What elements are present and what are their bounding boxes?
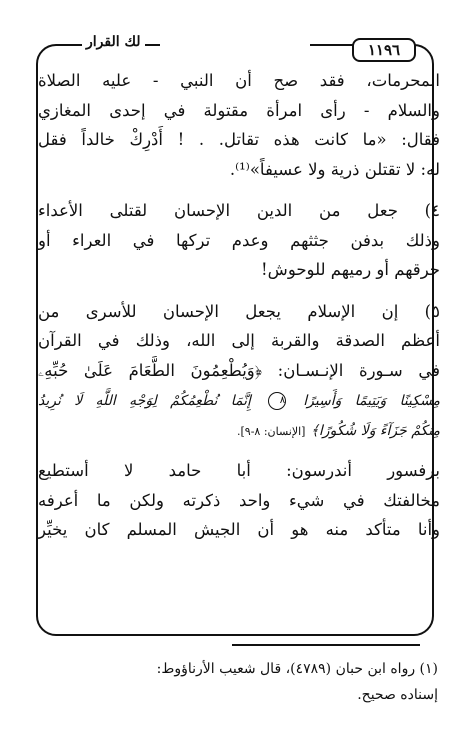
page-number: ١١٩٦	[352, 38, 416, 62]
text-line: في سـورة الإنـسـان: ﴿وَيُطْعِمُونَ الطَّعَامَ عَلَىٰ حُبِّهِۦ	[38, 360, 440, 380]
quran-verse-part: إِنَّمَا نُطْعِمُكُمْ لِوَجْهِ اللَّهِ لَا نُرِيدُ	[38, 393, 251, 409]
text-line: مخالفتك في شيء واحد ذكرته ولكن ما أعرفه	[38, 490, 440, 510]
quran-verse-line	[38, 415, 440, 445]
quran-verse-part: مِسْكِينًا وَيَتِيمًا وَأَسِيرًا	[303, 393, 440, 409]
quran-verse-line	[38, 385, 440, 415]
header-gap	[160, 36, 310, 54]
footnote-separator	[232, 644, 420, 646]
quran-verse-part: مِنكُمْ جَزَآءً وَلَا شُكُورًا﴾	[310, 422, 440, 439]
text-line: وأنا متأكد منه هو أن الجيش المسلم كان يخيِّر	[38, 520, 440, 539]
verse-reference: [الإنسان: ٨-٩].	[236, 424, 306, 438]
footnote-line: (١) رواه ابن حبان (٤٧٨٩)، قال شعيب الأرناؤوط:	[156, 661, 438, 677]
text-line: له: لا تقتلن ذرية ولا عسيفاً»⁽¹⁾.	[229, 159, 440, 179]
text-line: ٤) جعل من الدين الإحسان لقتلى الأعداء	[38, 201, 440, 220]
text-line: وذلك بدفن جثثهم وعدم تركها في العراء أو	[38, 230, 440, 250]
paragraph-gap	[38, 444, 440, 456]
verse-number-badge: ٨	[268, 392, 286, 410]
footnote-line: إسناده صحيح.	[357, 687, 438, 703]
text-line: أعظم الصدقة والقربة إلى الله، وذلك في القرآن	[38, 331, 440, 350]
paragraph-gap	[38, 184, 440, 196]
text-line: والسلام - رأى امرأة مقتولة في إحدى المغازي	[38, 100, 440, 120]
paragraph-gap	[38, 285, 440, 297]
running-header-title: لك القرار	[82, 34, 145, 50]
footnotes	[38, 656, 438, 708]
text-line: المحرمات، فقد صح أن النبي - عليه الصلاة	[38, 71, 440, 90]
main-text	[38, 66, 440, 545]
text-line: فقال: «ما كانت هذه تقاتل. . ! أَدْرِكْ خالداً فقل	[38, 130, 440, 149]
text-line: برفسور أندرسون: أبا حامد لا أستطيع	[38, 461, 440, 480]
text-line: حرقهم أو رميهم للوحوش!	[261, 260, 440, 279]
text-line: ٥) إن الإسلام يجعل الإحسان للأسرى من	[38, 301, 440, 321]
